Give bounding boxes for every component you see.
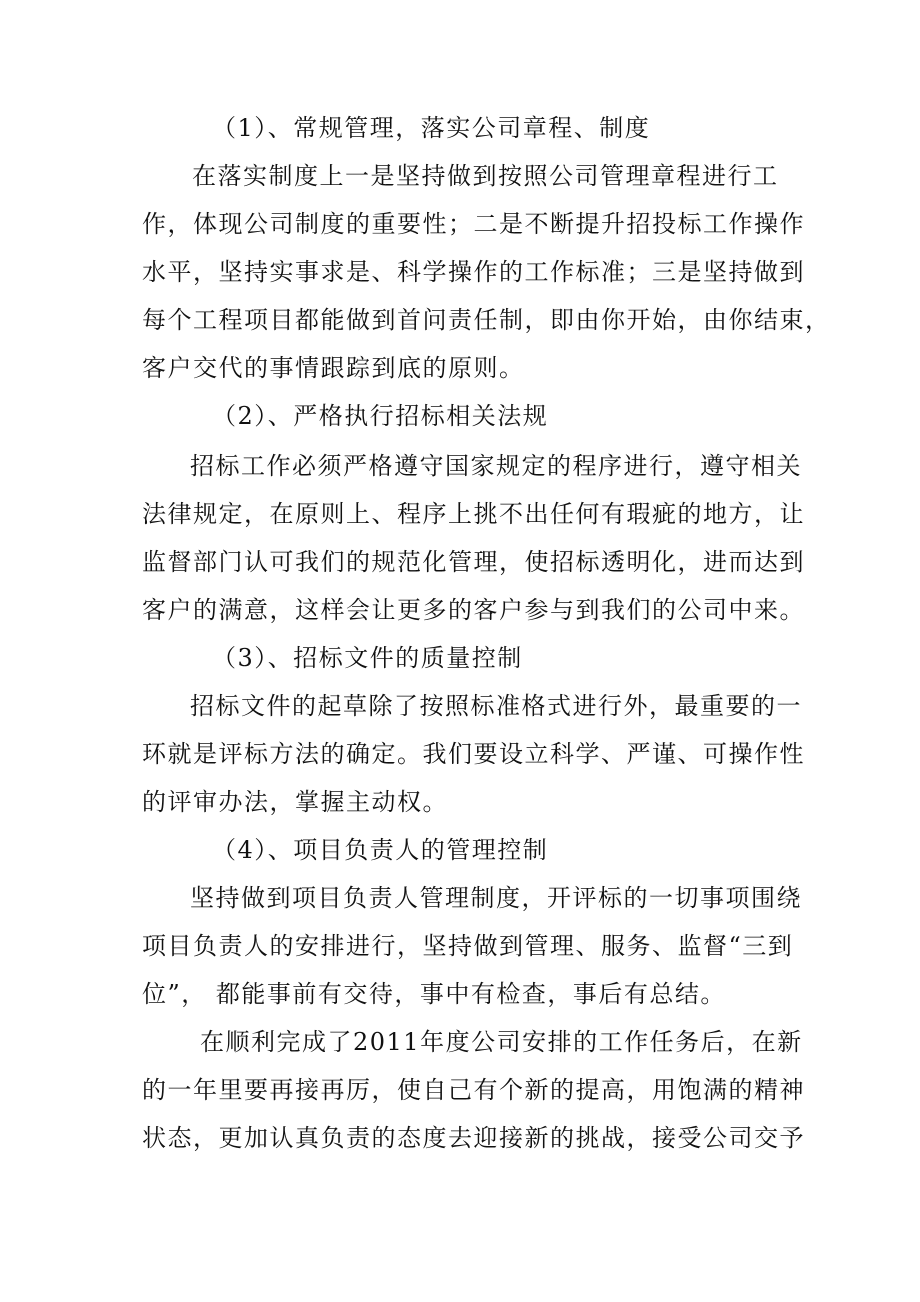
section-heading-3: （3）、招标文件的质量控制: [212, 644, 523, 672]
section-heading-4: （4）、项目负责人的管理控制: [212, 836, 549, 864]
section-heading-1: （1）、常规管理，落实公司章程、制度: [212, 114, 651, 142]
paragraph-line: 的评审办法，掌握主动权。: [142, 788, 448, 816]
paragraph-line: 水平，坚持实事求是、科学操作的工作标准；三是坚持做到: [142, 258, 805, 286]
paragraph-line: 环就是评标方法的确定。我们要设立科学、严谨、可操作性: [142, 740, 805, 768]
section-body-3: [142, 682, 805, 826]
paragraph-line: 项目负责人的安排进行，坚持做到管理、服务、监督“三到: [142, 932, 794, 960]
paragraph-line: 客户交代的事情跟踪到底的原则。: [142, 354, 525, 382]
section-body-1: [142, 152, 831, 392]
paragraph-line: 的一年里要再接再厉，使自己有个新的提高，用饱满的精神: [142, 1076, 805, 1104]
section-body-4: [142, 874, 802, 1018]
paragraph-line: 位”， 都能事前有交待，事中有检查，事后有总结。: [142, 980, 726, 1008]
paragraph-line: 状态，更加认真负责的态度去迎接新的挑战，接受公司交予: [142, 1124, 805, 1152]
paragraph-line: 在顺利完成了2011年度公司安排的工作任务后，在新: [200, 1028, 803, 1056]
paragraph-line: 监督部门认可我们的规范化管理，使招标透明化，进而达到: [142, 548, 805, 576]
paragraph-line: 每个工程项目都能做到首问责任制，即由你开始，由你结束，: [142, 306, 831, 334]
paragraph-line: 法律规定，在原则上、程序上挑不出任何有瑕疵的地方，让: [142, 500, 805, 528]
section-heading-2: （2）、严格执行招标相关法规: [212, 402, 549, 430]
closing-paragraph: [142, 1018, 805, 1162]
paragraph-line: 在落实制度上一是坚持做到按照公司管理章程进行工: [192, 162, 779, 190]
paragraph-line: 作，体现公司制度的重要性；二是不断提升招投标工作操作: [142, 210, 805, 238]
paragraph-line: 招标工作必须严格遵守国家规定的程序进行，遵守相关: [190, 452, 802, 480]
section-body-2: [142, 442, 805, 634]
paragraph-line: 客户的满意，这样会让更多的客户参与到我们的公司中来。: [142, 596, 805, 624]
paragraph-line: 坚持做到项目负责人管理制度，开评标的一切事项围绕: [190, 884, 802, 912]
paragraph-line: 招标文件的起草除了按照标准格式进行外，最重要的一: [190, 692, 802, 720]
